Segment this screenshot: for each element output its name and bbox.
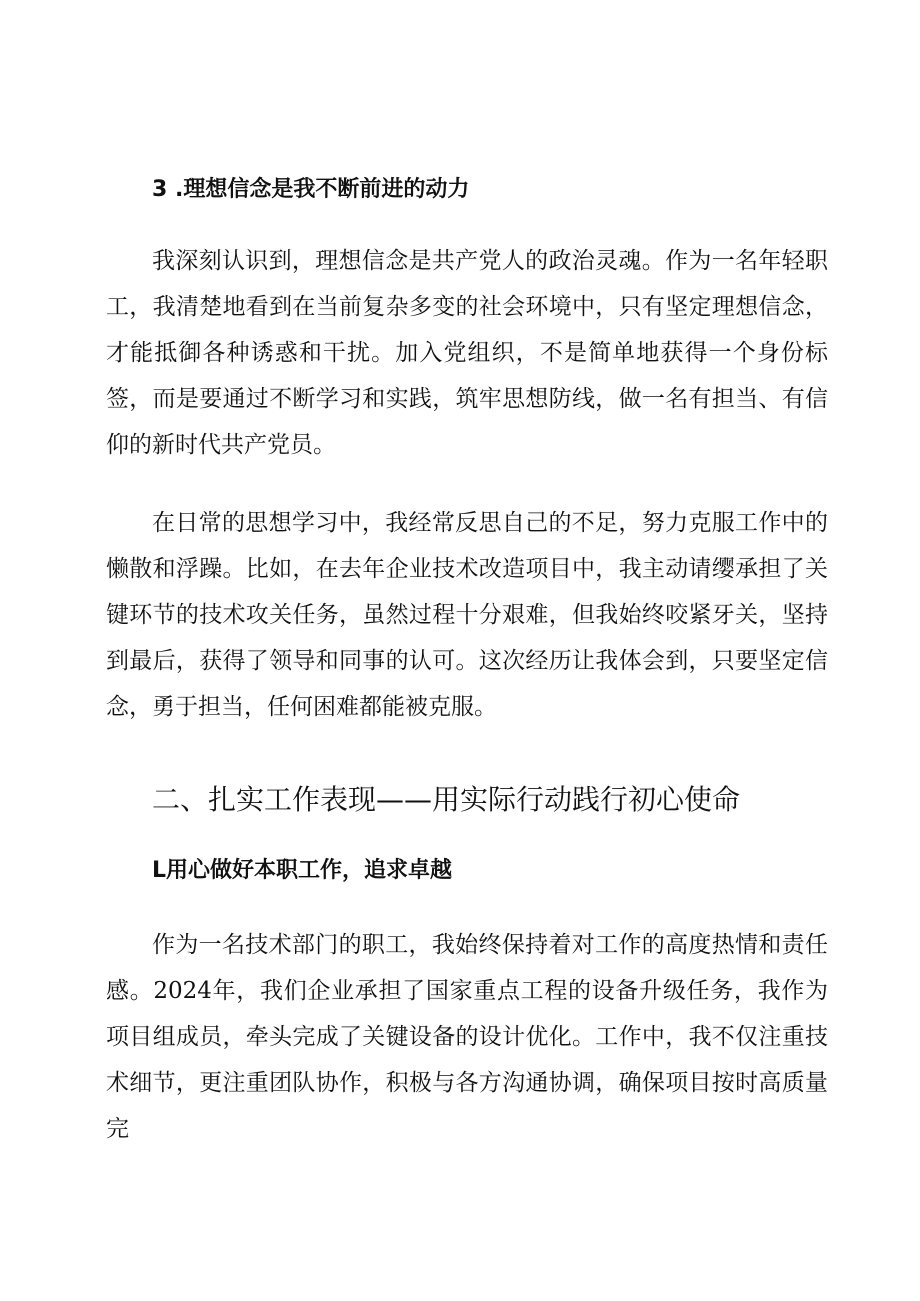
subsection-heading-1: L用心做好本职工作，追求卓越: [152, 858, 453, 883]
chapter-heading-2: 二、扎实工作表现——用实际行动践行初心使命: [152, 783, 741, 816]
paragraph-work-performance: 作为一名技术部门的职工，我始终保持着对工作的高度热情和责任感。2024年，我们企业承担了国家重点工程的设备升级任务，我作为项目组成员，牵头完成了关键设备的设计优化。工作中，我不仅注重技术细节，更注重团队协作，积极与各方沟通协调，确保项目按时高质量完: [106, 932, 828, 1142]
section-heading-3: 3 .理想信念是我不断前进的动力: [152, 177, 470, 202]
paragraph-ideals-belief: 我深刻认识到，理想信念是共产党人的政治灵魂。作为一名年轻职工，我清楚地看到在当前复杂多变的社会环境中，只有坚定理想信念，才能抵御各种诱惑和干扰。加入党组织，不是简单地获得一个身份标签，而是要通过不断学习和实践，筑牢思想防线，做一名有担当、有信仰的新时代共产党员。: [106, 248, 828, 458]
paragraph-daily-study: 在日常的思想学习中，我经常反思自己的不足，努力克服工作中的懒散和浮躁。比如，在去年企业技术改造项目中，我主动请缨承担了关键环节的技术攻关任务，虽然过程十分艰难，但我始终咬紧牙关，坚持到最后，获得了领导和同事的认可。这次经历让我体会到，只要坚定信念，勇于担当，任何困难都能被克服。: [106, 510, 828, 720]
